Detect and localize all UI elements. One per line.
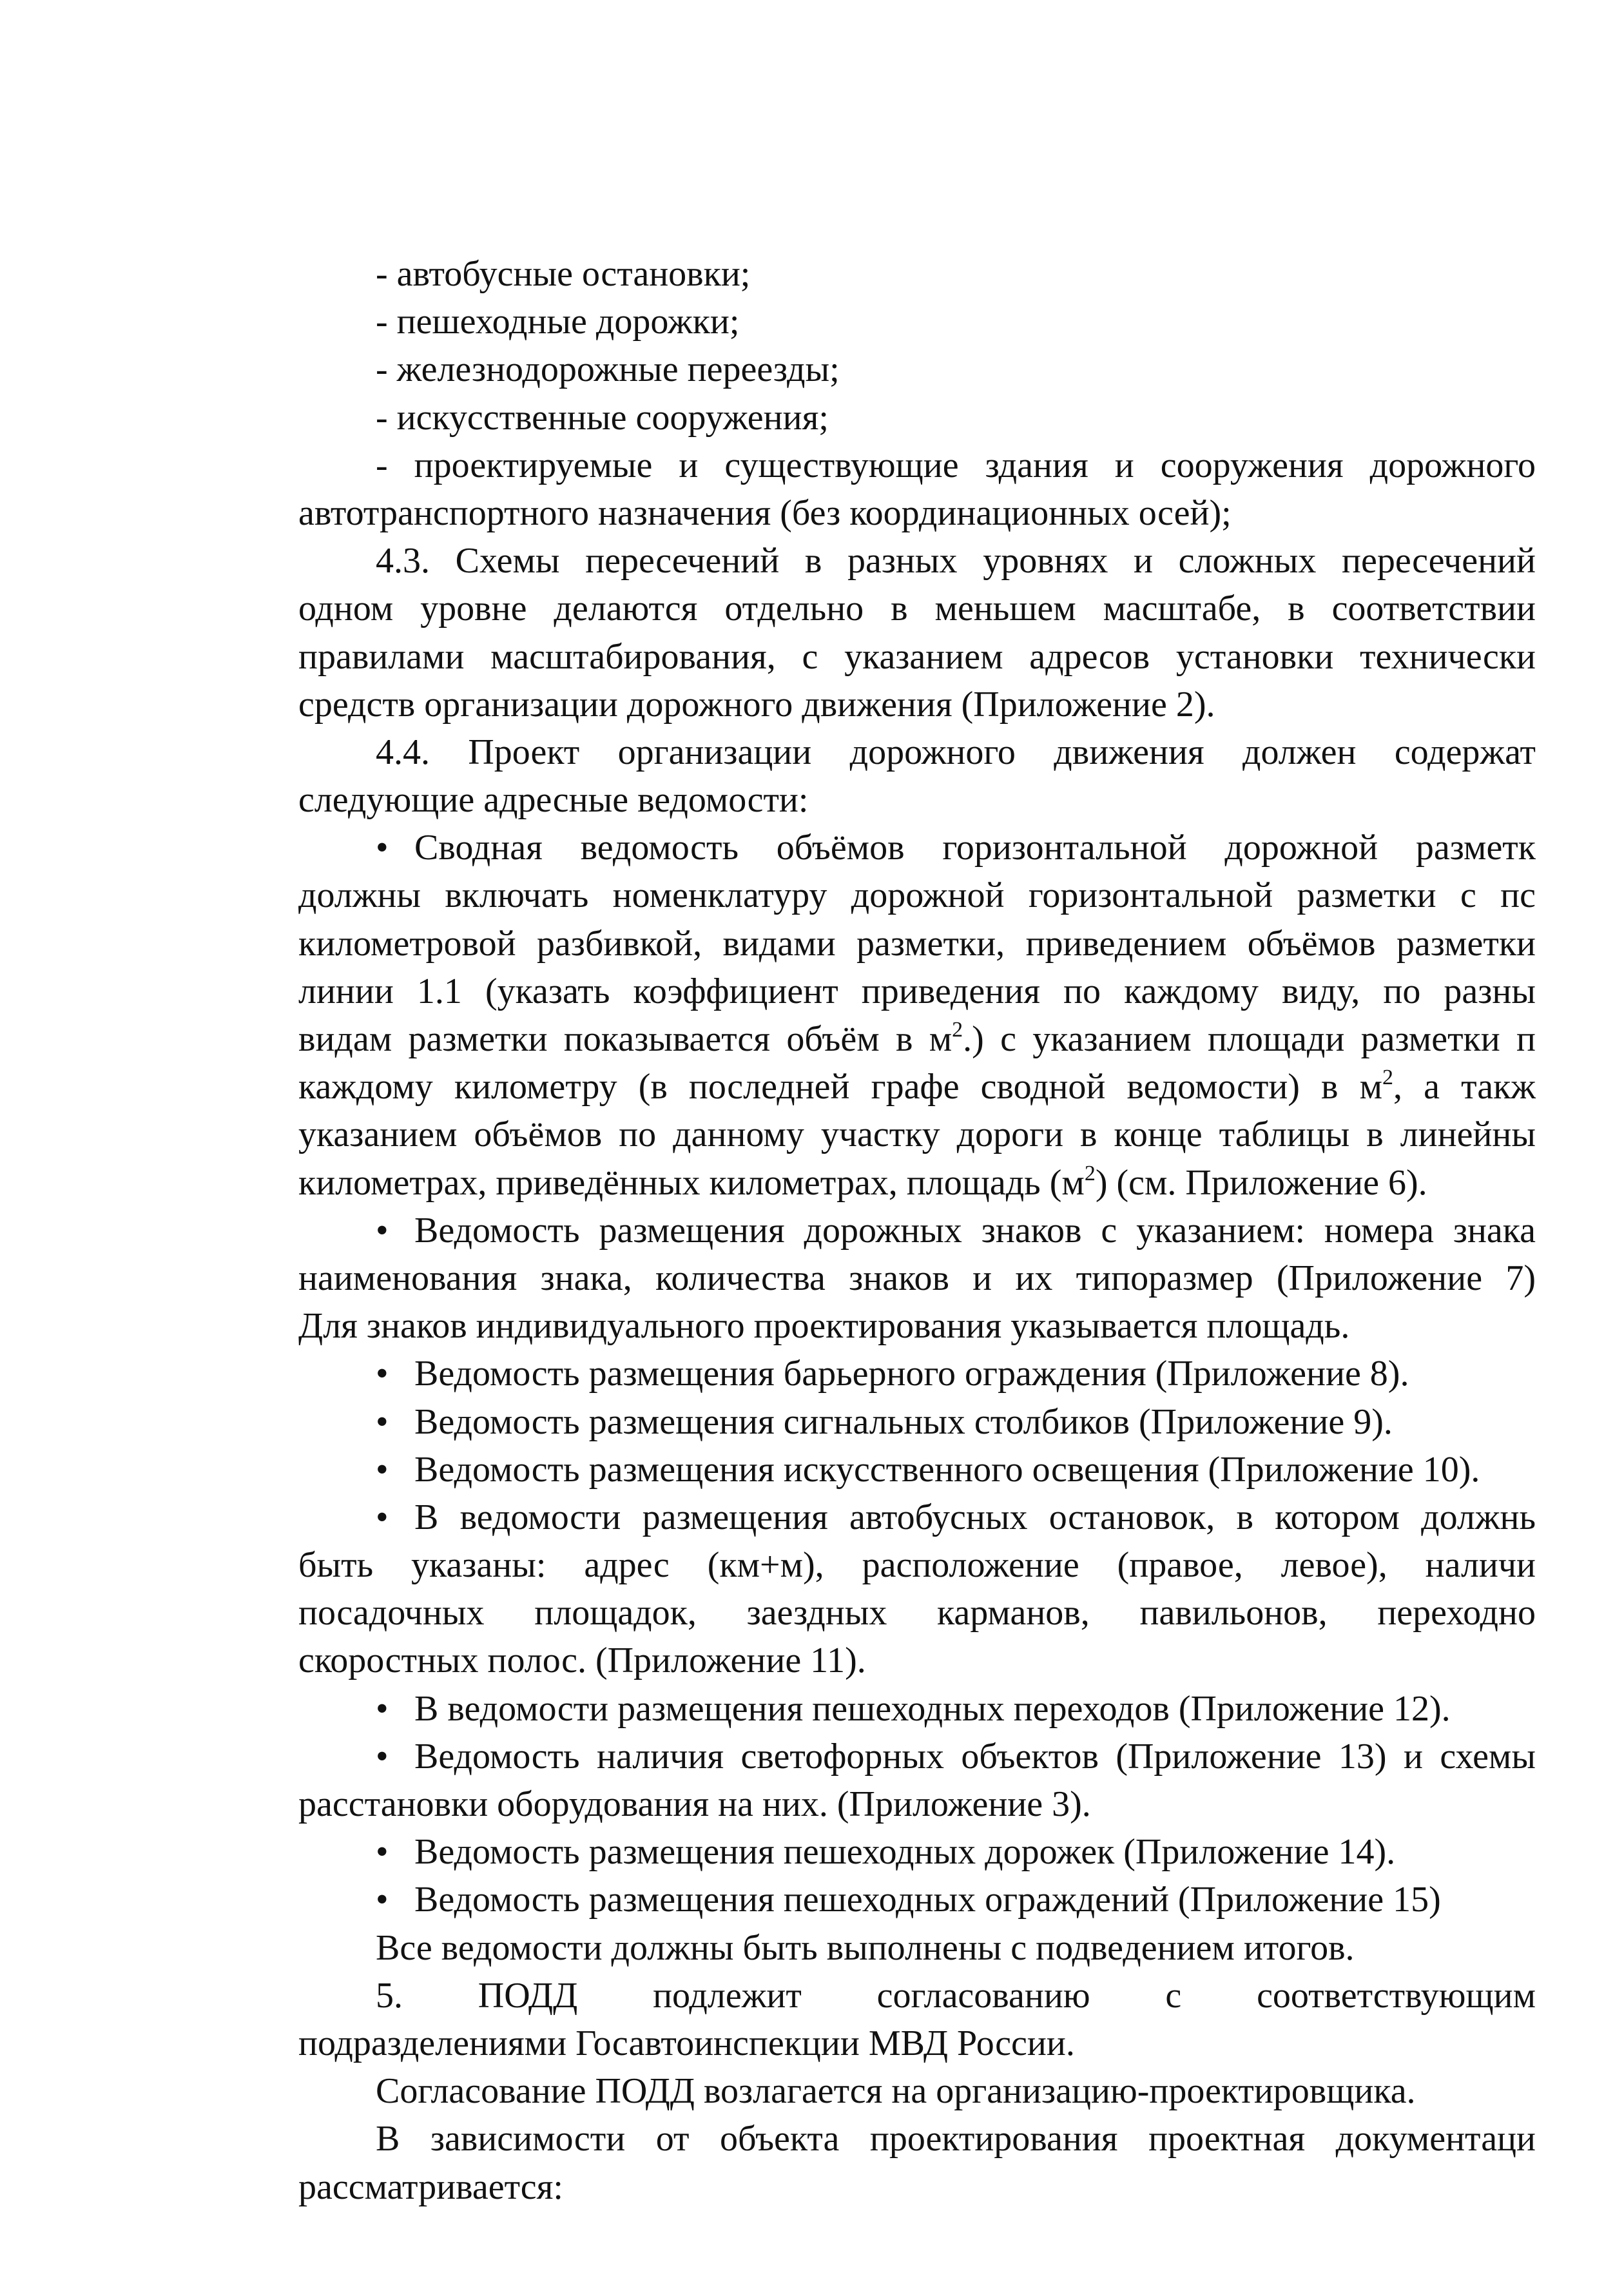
bullet-text: Ведомость наличия светофорных объектов (Приложение 13) и схемы: [414, 1736, 1536, 1777]
bullet-text: Ведомость размещения пешеходных ограждений (Приложение 15): [414, 1880, 1441, 1920]
text-line: средств организации дорожного движения (Приложение 2).: [298, 684, 1215, 725]
text-line: наименования знака, количества знаков и их типоразмер (Приложение 7): [298, 1258, 1536, 1298]
bullet-icon: •: [376, 828, 389, 868]
bullet-icon: •: [376, 1688, 389, 1729]
bullet-icon: •: [376, 1880, 389, 1920]
text-line: линии 1.1 (указать коэффициент приведения по каждому виду, по разны: [298, 971, 1536, 1011]
text-fragment: .) с указанием площади разметки п: [963, 1019, 1536, 1059]
bullet-icon: •: [376, 1449, 389, 1490]
text-fragment: километрах, приведённых километрах, площадь (м: [298, 1162, 1085, 1203]
text-line: расстановки оборудования на них. (Приложение 3).: [298, 1784, 1091, 1824]
text-line: [298, 1159, 1536, 1207]
text-fragment: , а такж: [1393, 1067, 1536, 1107]
bullet-item: [298, 1685, 1536, 1733]
bullet-icon: •: [376, 1736, 389, 1777]
document-page: [298, 250, 1536, 2211]
paragraph-4-4: 4.4. Проект организации дорожного движения должен содержат: [376, 732, 1536, 772]
list-item: - искусственные сооружения;: [376, 397, 829, 438]
paragraph-4-3: 4.3. Схемы пересечений в разных уровнях и сложных пересечений: [376, 541, 1536, 581]
text-line: быть указаны: адрес (км+м), расположение (правое, левое), наличи: [298, 1545, 1536, 1586]
list-item: - пешеходные дорожки;: [376, 302, 740, 342]
text-line: [298, 1015, 1536, 1063]
text-line: Согласование ПОДД возлагается на организацию-проектировщика.: [376, 2071, 1416, 2112]
text-line: автотранспортного назначения (без координационных осей);: [298, 492, 1232, 533]
superscript: 2: [1382, 1066, 1394, 1090]
bullet-text: Ведомость размещения дорожных знаков с указанием: номера знака: [414, 1210, 1536, 1251]
text-fragment: каждому километру (в последней графе сводной ведомости) в м: [298, 1067, 1383, 1107]
text-line: рассматривается:: [298, 2166, 563, 2207]
bullet-text: Ведомость размещения барьерного ограждения (Приложение 8).: [414, 1354, 1409, 1394]
text-line: Все ведомости должны быть выполнены с подведением итогов.: [376, 1927, 1355, 1968]
bullet-item: [298, 1876, 1536, 1923]
bullet-text: Ведомость размещения искусственного освещения (Приложение 10).: [414, 1449, 1480, 1490]
text-fragment: видам разметки показывается объём в м: [298, 1019, 952, 1059]
superscript: 2: [952, 1018, 963, 1042]
bullet-item: [298, 1398, 1536, 1446]
bullet-text: В ведомости размещения автобусных остановок, в котором должнь: [414, 1497, 1536, 1537]
bullet-icon: •: [376, 1354, 389, 1394]
text-line: следующие адресные ведомости:: [298, 780, 809, 821]
text-line: одном уровне делаются отдельно в меньшем масштабе, в соответствии: [298, 589, 1536, 629]
superscript: 2: [1084, 1161, 1096, 1185]
bullet-icon: •: [376, 1832, 389, 1873]
bullet-item: [298, 1494, 1536, 1541]
text-line: километровой разбивкой, видами разметки, приведением объёмов разметки: [298, 923, 1536, 964]
list-item: - проектируемые и существующие здания и сооружения дорожного: [376, 445, 1536, 485]
bullet-icon: •: [376, 1210, 389, 1251]
bullet-text: Ведомость размещения пешеходных дорожек (Приложение 14).: [414, 1832, 1396, 1873]
text-line: В зависимости от объекта проектирования проектная документаци: [376, 2119, 1536, 2159]
bullet-item: [298, 1207, 1536, 1254]
text-line: посадочных площадок, заездных карманов, павильонов, переходно: [298, 1593, 1536, 1633]
text-line: правилами масштабирования, с указанием адресов установки технически: [298, 636, 1536, 677]
bullet-icon: •: [376, 1401, 389, 1442]
text-line: [298, 1063, 1536, 1111]
list-item: - автобусные остановки;: [376, 254, 751, 294]
list-item: - железнодорожные переезды;: [376, 349, 840, 390]
text-line: подразделениями Госавтоинспекции МВД России.: [298, 2023, 1075, 2063]
bullet-item: [298, 1350, 1536, 1397]
paragraph-5: 5. ПОДД подлежит согласованию с соответствующим: [376, 1975, 1536, 2016]
bullet-item: [298, 1828, 1536, 1876]
bullet-icon: •: [376, 1497, 389, 1537]
text-line: скоростных полос. (Приложение 11).: [298, 1640, 866, 1681]
text-fragment: ) (см. Приложение 6).: [1095, 1162, 1427, 1203]
text-line: Для знаков индивидуального проектирования указывается площадь.: [298, 1306, 1350, 1347]
bullet-text: Ведомость размещения сигнальных столбиков (Приложение 9).: [414, 1401, 1393, 1442]
bullet-text: В ведомости размещения пешеходных переходов (Приложение 12).: [414, 1688, 1451, 1729]
text-line: указанием объёмов по данному участку дороги в конце таблицы в линейны: [298, 1115, 1536, 1155]
bullet-item: [298, 824, 1536, 871]
bullet-text: Сводная ведомость объёмов горизонтальной дорожной разметк: [414, 828, 1536, 868]
bullet-item: [298, 1733, 1536, 1780]
bullet-item: [298, 1446, 1536, 1494]
text-line: должны включать номенклатуру дорожной горизонтальной разметки с пс: [298, 875, 1536, 916]
